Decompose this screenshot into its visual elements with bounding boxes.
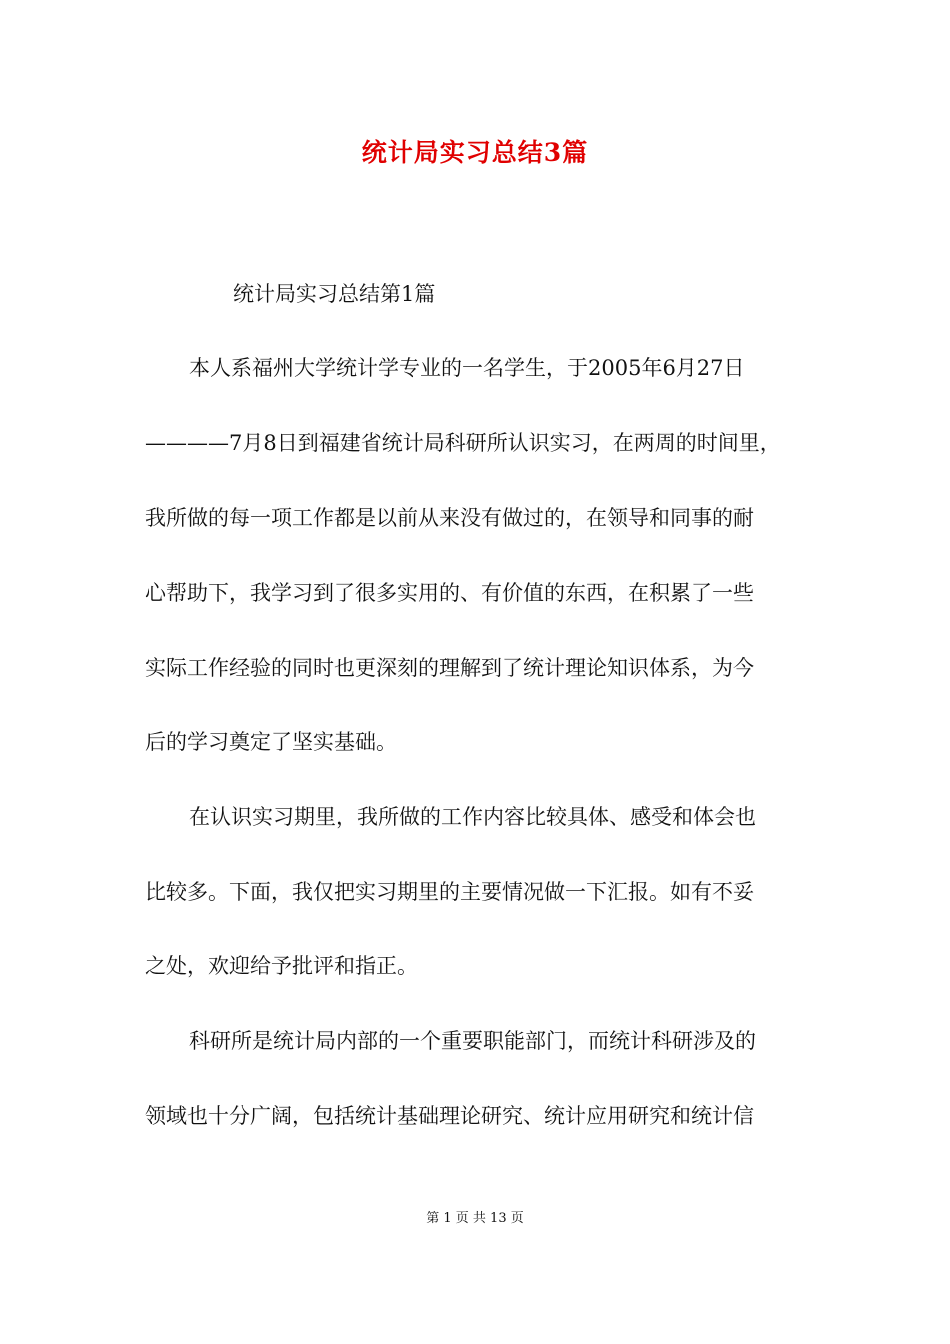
- paragraph-line: ————7月8日到福建省统计局科研所认识实习，在两周的时间里，: [145, 431, 781, 455]
- paragraph-line: 在认识实习期里，我所做的工作内容比较具体、感受和体会也: [189, 805, 756, 829]
- page-number-footer: 第 1 页 共 13 页: [426, 1211, 524, 1226]
- paragraph-line: 后的学习奠定了坚实基础。: [145, 730, 397, 754]
- paragraph-line: 心帮助下，我学习到了很多实用的、有价值的东西，在积累了一些: [145, 581, 754, 605]
- paragraph-line: 科研所是统计局内部的一个重要职能部门，而统计科研涉及的: [189, 1029, 756, 1053]
- paragraph-line: 我所做的每一项工作都是以前从来没有做过的，在领导和同事的耐: [145, 506, 754, 530]
- paragraph-line: 领域也十分广阔，包括统计基础理论研究、统计应用研究和统计信: [145, 1104, 754, 1128]
- paragraph-line: 之处，欢迎给予批评和指正。: [145, 954, 418, 978]
- section-heading: 统计局实习总结第1篇: [233, 282, 436, 306]
- document-title: 统计局实习总结3篇: [361, 138, 589, 167]
- paragraph-line: 本人系福州大学统计学专业的一名学生，于2005年6月27日: [189, 356, 745, 380]
- paragraph-line: 比较多。下面，我仅把实习期里的主要情况做一下汇报。如有不妥: [145, 880, 754, 904]
- paragraph-line: 实际工作经验的同时也更深刻的理解到了统计理论知识体系，为今: [145, 656, 754, 680]
